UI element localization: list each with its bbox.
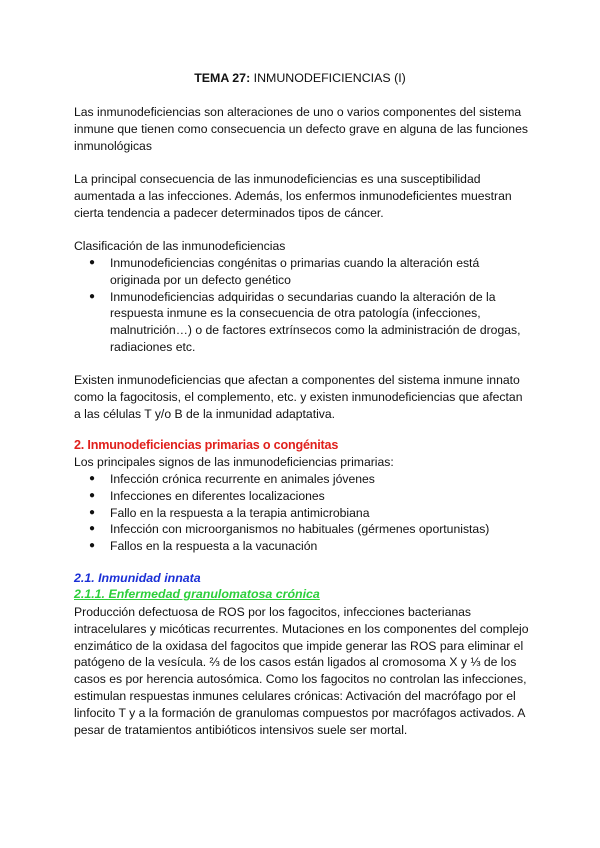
list-item xyxy=(74,289,534,356)
bullet-icon: ● xyxy=(89,290,96,302)
page-title-bold: TEMA 27: xyxy=(194,71,251,85)
text-line: malnutrición…) o de factores extrínsecos como la administración de drogas, xyxy=(110,323,521,338)
intro-paragraph xyxy=(74,104,534,154)
section-2-heading: 2. Inmunodeficiencias primarias o congénitas xyxy=(74,438,339,452)
text-line: Infección crónica recurrente en animales jóvenes xyxy=(110,472,375,486)
text-line: cierta tendencia a padecer determinados tipos de cáncer. xyxy=(74,205,384,220)
text-line: patógeno de la vesícula. ⅔ de los casos están ligados al cromosoma X y ⅓ de los xyxy=(74,655,517,670)
text-line: Infecciones en diferentes localizaciones xyxy=(110,488,325,503)
section-2-1-heading: 2.1. Inmunidad innata xyxy=(74,571,201,585)
text-line: originada por un defecto genético xyxy=(110,272,291,287)
bullet-icon: ● xyxy=(89,489,96,501)
granulomatous-paragraph xyxy=(74,604,534,738)
text-line: pesar de tratamientos antibióticos intensivos suele ser mortal. xyxy=(74,722,408,737)
page-title-rest: INMUNODEFICIENCIAS (I) xyxy=(250,71,406,85)
classification-heading xyxy=(74,238,534,255)
text-line: a las células T y/o B de la inmunidad adaptativa. xyxy=(74,406,336,421)
text-line: respuesta inmune es la consecuencia de otra patología (infecciones, xyxy=(110,306,481,321)
text-line: Infección con microorganismos no habituales (gérmenes oportunistas) xyxy=(110,522,490,537)
text-line: estimulan respuestas inmunes celulares crónicas: Activación del macrófago por el xyxy=(74,688,516,703)
list-item xyxy=(74,255,534,289)
page-title xyxy=(0,71,600,85)
list-item xyxy=(74,471,534,488)
text-line: intracelulares y micóticas recurrentes. Mutaciones en los componentes del complejo xyxy=(74,621,529,636)
text-line: Producción defectuosa de ROS por los fagocitos, infecciones bacterianas xyxy=(74,605,471,619)
bullet-icon: ● xyxy=(89,257,96,268)
components-paragraph xyxy=(74,372,534,422)
consequence-paragraph xyxy=(74,171,534,221)
bullet-icon: ● xyxy=(89,540,96,552)
bullet-icon: ● xyxy=(89,473,96,484)
text-line: aumentada a las infecciones. Además, los enfermos inmunodeficientes muestran xyxy=(74,188,512,203)
list-item xyxy=(74,505,534,522)
list-item xyxy=(74,488,534,505)
text-line: Clasificación de las inmunodeficiencias xyxy=(74,239,286,253)
text-line: Fallo en la respuesta a la terapia antimicrobiana xyxy=(110,505,370,520)
text-line: La principal consecuencia de las inmunodeficiencias es una susceptibilidad xyxy=(74,172,481,186)
classification-list xyxy=(74,255,534,356)
text-line: inmune que tienen como consecuencia un defecto grave en alguna de las funciones xyxy=(74,121,528,136)
list-item xyxy=(74,521,534,538)
text-line: Las inmunodeficiencias son alteraciones de uno o varios componentes del sistema xyxy=(74,105,522,119)
text-line: Inmunodeficiencias adquiridas o secundarias cuando la alteración de la xyxy=(110,289,496,304)
text-line: enzimático de la oxidasa del fagocitos que impide generar las ROS para eliminar el xyxy=(74,638,524,653)
signs-list xyxy=(74,471,534,555)
text-line: Inmunodeficiencias congénitas o primarias cuando la alteración está xyxy=(110,256,480,270)
bullet-icon: ● xyxy=(89,506,96,518)
text-line: radiaciones etc. xyxy=(110,339,196,354)
text-line: casos es por herencia autosómica. Como los fagocitos no controlan las infecciones, xyxy=(74,672,527,687)
list-item xyxy=(74,538,534,555)
section-2-1-1-heading: 2.1.1. Enfermedad granulomatosa crónica xyxy=(74,587,320,601)
text-line: linfocito T y a la formación de granulomas compuestos por macrófagos activados. A xyxy=(74,705,526,720)
text-line: Existen inmunodeficiencias que afectan a componentes del sistema inmune innato xyxy=(74,373,520,387)
text-line: inmunológicas xyxy=(74,138,152,153)
text-line: Los principales signos de las inmunodeficiencias primarias: xyxy=(74,455,394,469)
section-2-intro xyxy=(74,454,534,471)
text-line: como la fagocitosis, el complemento, etc. y existen inmunodeficiencias que afectan xyxy=(74,389,523,404)
text-line: Fallos en la respuesta a la vacunación xyxy=(110,539,318,554)
bullet-icon: ● xyxy=(89,523,96,535)
